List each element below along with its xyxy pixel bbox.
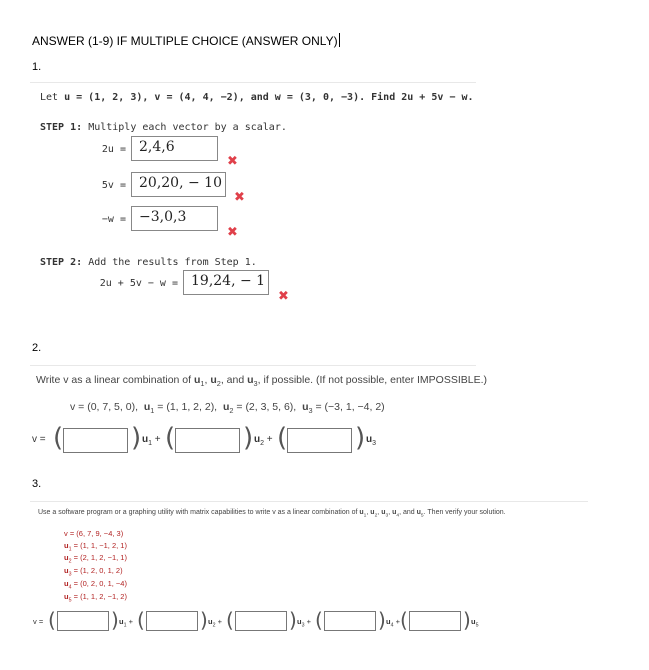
q1-prompt bbox=[40, 92, 474, 103]
q2-paren-open-2: ( bbox=[165, 423, 176, 453]
q3-paren-open-2: ( bbox=[137, 608, 145, 632]
q1-2u-incorrect-icon: ✖ bbox=[227, 154, 238, 169]
q3-coef-u2-input[interactable] bbox=[146, 611, 198, 631]
q3-paren-open-3: ( bbox=[226, 608, 234, 632]
q3-paren-close-1: ) bbox=[111, 608, 119, 632]
q2-paren-close-1: ) bbox=[131, 423, 142, 453]
q1-result-input[interactable]: 19,24, − 1 bbox=[183, 270, 269, 295]
q2-prompt-a: Write v as a linear combination of bbox=[36, 374, 192, 386]
q2-number: 2. bbox=[32, 342, 42, 354]
q2-prompt: Write v as a linear combination of $u_1$, $u_2$, and $u_3$, if possible. (If not possible, enter IMPOSSIBLE.) bbox=[36, 374, 487, 389]
q3-prompt: Use a software program or a graphing utility with matrix capabilities to write v as a linear combination of $u_1$, $u_2$, $u_3$, $u_4$, and $u_5$. Then verify your solution. bbox=[38, 509, 506, 519]
q2-paren-close-2: ) bbox=[243, 423, 254, 453]
q3-plus-4: + bbox=[395, 617, 400, 626]
q2-plus-1: + bbox=[154, 434, 161, 445]
q3-term-u5: $u_5$ bbox=[471, 617, 479, 629]
q3-prompt-b: Then verify your solution. bbox=[427, 509, 506, 516]
q3-divider bbox=[30, 501, 588, 502]
q3-vector-u2: $u_2 = (2$, 1, 2, −1, 1) bbox=[64, 553, 127, 565]
q1-step1-label: STEP 1: bbox=[40, 122, 83, 133]
q1-prompt-prefix: Let bbox=[40, 92, 59, 103]
q1-result-label: 2u + 5v − w = bbox=[99, 278, 178, 289]
q3-plus-2: + bbox=[217, 617, 222, 626]
q1-number: 1. bbox=[32, 61, 42, 73]
q3-vector-u5-text: = (1, 1, 2, −1, 2) bbox=[73, 592, 127, 601]
q1-step1 bbox=[40, 122, 287, 133]
q3-term-u3: $u_3$ + bbox=[297, 617, 311, 629]
q3-vector-u1-text: = (1, 1, −1, 2, 1) bbox=[73, 541, 127, 550]
q2-vector-u2: = (2, 3, 5, 6), bbox=[236, 401, 297, 413]
q3-vector-u3: $u_3 = (1$, 2, 0, 1, 2) bbox=[64, 566, 123, 578]
q1-2u-input[interactable]: 2,4,6 bbox=[131, 136, 218, 161]
q3-answer-label: v = bbox=[33, 617, 44, 626]
q3-vector-u1: $u_1 = (1$, 1, −1, 2, 1) bbox=[64, 541, 127, 553]
q3-plus-1: + bbox=[128, 617, 133, 626]
q3-vector-u4-text: = (0, 2, 0, 1, −4) bbox=[73, 579, 127, 588]
q1-5v-incorrect-icon: ✖ bbox=[234, 190, 245, 205]
q3-coef-u3-input[interactable] bbox=[235, 611, 287, 631]
q3-plus-3: + bbox=[306, 617, 311, 626]
q1-result-incorrect-icon: ✖ bbox=[278, 289, 289, 304]
q3-term-u4: $u_4$ + bbox=[386, 617, 400, 629]
q3-term-u1: $u_1$ + bbox=[119, 617, 133, 629]
q2-vector-u1: = (1, 1, 2, 2), bbox=[157, 401, 218, 413]
q1-row-2u-label: 2u = bbox=[101, 144, 126, 155]
q2-coef-u1-input[interactable] bbox=[63, 428, 128, 453]
q2-paren-close-3: ) bbox=[355, 423, 366, 453]
q2-vector-u3: = (−3, 1, −4, 2) bbox=[315, 401, 385, 413]
q2-term-u2: $u_2$ + bbox=[254, 434, 273, 447]
q3-coef-u5-input[interactable] bbox=[409, 611, 461, 631]
q3-term-u2: $u_2$ + bbox=[208, 617, 222, 629]
q2-coef-u2-input[interactable] bbox=[175, 428, 240, 453]
q3-paren-close-5: ) bbox=[463, 608, 471, 632]
q3-paren-close-2: ) bbox=[200, 608, 208, 632]
q2-answer-label: v = bbox=[32, 434, 46, 445]
q1-prompt-text: u = (1, 2, 3), v = (4, 4, −2), and w = (3, 0, −3). Find 2u + 5v − w. bbox=[64, 92, 474, 103]
q1-step2-text: Add the results from Step 1. bbox=[88, 257, 257, 268]
q3-prompt-a: Use a software program or a graphing utility with matrix capabilities to write v as a linear combination of bbox=[38, 509, 358, 516]
q3-vector-u3-text: = (1, 2, 0, 1, 2) bbox=[73, 566, 123, 575]
q1-step2-label: STEP 2: bbox=[40, 257, 83, 268]
q3-paren-close-4: ) bbox=[378, 608, 386, 632]
q2-paren-open-1: ( bbox=[53, 423, 64, 453]
q2-plus-2: + bbox=[266, 434, 273, 445]
q2-vectors: v = (0, 7, 5, 0), $u_1 = (1$, 1, 2, 2), $u_2 = (2$, 3, 5, 6), $u_3 = (-3$, 1, −4, 2) bbox=[70, 401, 385, 416]
q1-row-5v-label: 5v = bbox=[101, 180, 126, 191]
q3-vector-u4: $u_4 = (0$, 2, 0, 1, −4) bbox=[64, 579, 127, 591]
q3-vector-u5: $u_5 = (1$, 1, 2, −1, 2) bbox=[64, 592, 127, 604]
q2-vector-v: v = (0, 7, 5, 0), bbox=[70, 401, 138, 413]
q3-paren-open-4: ( bbox=[315, 608, 323, 632]
q1-5v-input[interactable]: 20,20, − 10 bbox=[131, 172, 226, 197]
q3-paren-open-1: ( bbox=[48, 608, 56, 632]
q1-negw-input[interactable]: −3,0,3 bbox=[131, 206, 218, 231]
q3-vector-v: v = (6, 7, 9, −4, 3) bbox=[64, 529, 124, 538]
q2-prompt-b: if possible. (If not possible, enter IMPOSSIBLE.) bbox=[263, 374, 487, 386]
q1-negw-incorrect-icon: ✖ bbox=[227, 225, 238, 240]
q3-number: 3. bbox=[32, 478, 42, 490]
text-caret bbox=[339, 33, 340, 47]
q2-paren-open-3: ( bbox=[277, 423, 288, 453]
q1-divider bbox=[30, 82, 476, 83]
q2-divider bbox=[30, 365, 476, 366]
header-text[interactable]: ANSWER (1-9) IF MULTIPLE CHOICE (ANSWER ONLY) bbox=[32, 34, 338, 48]
q3-coef-u4-input[interactable] bbox=[324, 611, 376, 631]
q1-row-negw-label: −w = bbox=[101, 214, 126, 225]
q3-coef-u1-input[interactable] bbox=[57, 611, 109, 631]
q3-vector-u2-text: = (2, 1, 2, −1, 1) bbox=[73, 553, 127, 562]
q2-coef-u3-input[interactable] bbox=[287, 428, 352, 453]
q2-term-u1: $u_1$ + bbox=[142, 434, 161, 447]
q2-term-u3: $u_3$ bbox=[366, 434, 377, 447]
q1-step2 bbox=[40, 257, 257, 268]
q1-step1-text: Multiply each vector by a scalar. bbox=[88, 122, 287, 133]
q3-paren-close-3: ) bbox=[289, 608, 297, 632]
q3-paren-open-5: ( bbox=[400, 608, 408, 632]
